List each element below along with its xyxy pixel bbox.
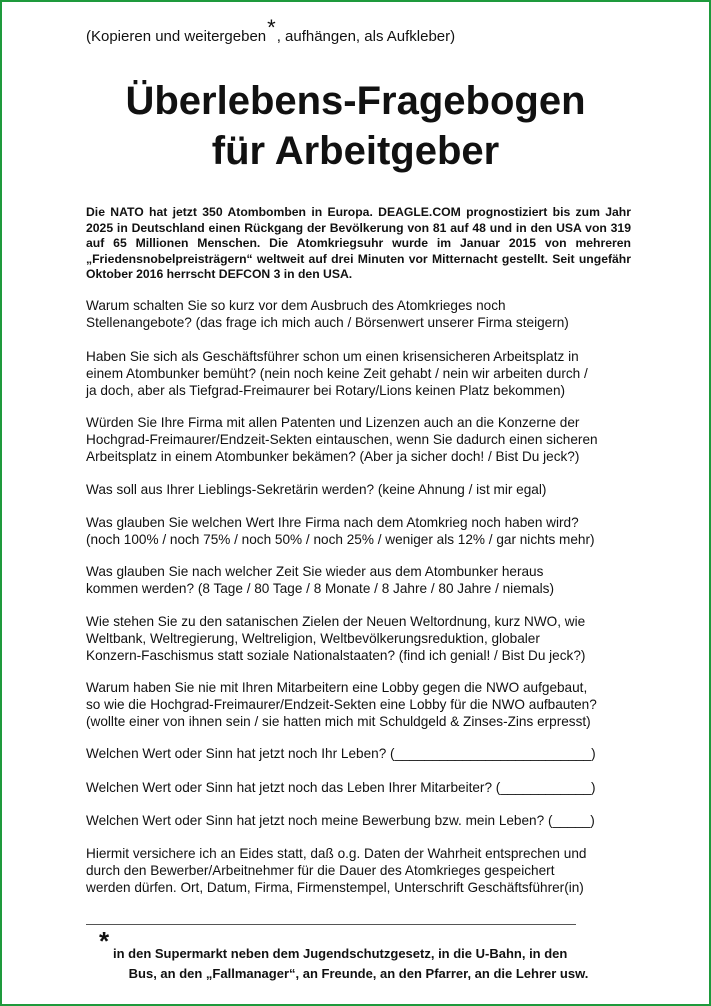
copy-note-text-end: , aufhängen, als Aufkleber) xyxy=(276,28,456,45)
question-7 xyxy=(86,613,646,664)
question-text: Was glauben Sie nach welcher Zeit Sie wieder aus dem Atombunker heraus xyxy=(86,564,544,579)
question-2 xyxy=(86,348,646,399)
question-text: Weltbank, Weltregierung, Weltreligion, Weltbevölkerungsreduktion, globaler xyxy=(86,631,540,646)
question-text: Welchen Wert oder Sinn hat jetzt noch das Leben Ihrer Mitarbeiter? (____________) xyxy=(86,780,596,795)
intro-text: USA von 319 auf 65 Millionen Menschen. Die Atomkriegsuhr wurde im Januar 2015 xyxy=(86,220,631,250)
question-3 xyxy=(86,414,646,465)
question-text: Was soll aus Ihrer Lieblings-Sekretärin werden? (keine Ahnung / ist mir egal) xyxy=(86,482,547,497)
question-text: so wie die Hochgrad-Freimaurer/Endzeit-Sekten eine Lobby für die NWO aufbauten? xyxy=(86,697,597,712)
declaration-text: Hiermit versichere ich an Eides statt, daß o.g. Daten der Wahrheit entsprechen und xyxy=(86,846,587,861)
declaration-text: durch den Bewerber/Arbeitnehmer für die Dauer des Atomkrieges gespeichert xyxy=(86,863,555,878)
copy-note-text: (Kopieren und weitergeben xyxy=(86,28,267,45)
footnote-star: * xyxy=(99,926,110,956)
question-text: Welchen Wert oder Sinn hat jetzt noch meine Bewerbung bzw. mein Leben? (_____) xyxy=(86,813,595,828)
question-text: Welchen Wert oder Sinn hat jetzt noch Ihr Leben? (__________________________) xyxy=(86,746,596,761)
question-text: Haben Sie sich als Geschäftsführer schon um einen krisensicheren Arbeitsplatz in xyxy=(86,349,579,364)
intro-text: gestellt. Seit ungefähr Oktober 2016 herrscht DEFCON 3 in den USA. xyxy=(86,251,631,281)
intro-paragraph xyxy=(86,205,631,283)
question-6 xyxy=(86,563,646,597)
question-10 xyxy=(86,779,646,796)
question-text: Wie stehen Sie zu den satanischen Zielen der Neuen Weltordnung, kurz NWO, wie xyxy=(86,614,586,629)
page-title-line-2: für Arbeitgeber xyxy=(211,129,500,173)
intro-text: von mehreren „Friedensnobelpreisträgern“ weltweit auf drei Minuten vor Mitternacht xyxy=(86,236,631,266)
question-text: (noch 100% / noch 75% / noch 50% / noch 25% / weniger als 12% / gar nichts mehr) xyxy=(86,532,595,547)
question-text: Konzern-Faschismus statt soziale Nationalstaaten? (find ich genial! / Bist Du jeck?) xyxy=(86,648,586,663)
question-text: (wollte einer von ihnen sein / sie hatten mich mit Schuldgeld & Zinses-Zins erpresst) xyxy=(86,714,591,729)
question-9 xyxy=(86,745,646,762)
question-text: ja doch, aber als Tiefgrad-Freimaurer bei Rotary/Lions keinen Platz bekommen) xyxy=(86,383,566,398)
footnote-line-1: in den Supermarkt neben dem Jugendschutzgesetz, in die U-Bahn, in den xyxy=(113,946,568,961)
intro-text: Die NATO hat jetzt 350 Atombomben in Europa. DEAGLE.COM prognostiziert bis zum xyxy=(86,205,600,219)
question-11 xyxy=(86,812,646,829)
footnote-marker: * xyxy=(267,15,276,40)
question-text: einem Atombunker bemüht? (nein noch keine Zeit gehabt / nein wir arbeiten durch / xyxy=(86,366,588,381)
question-text: Warum schalten Sie so kurz vor dem Ausbruch des Atomkrieges noch xyxy=(86,298,506,313)
footnote-line-2: Bus, an den „Fallmanager“, an Freunde, an den Pfarrer, an die Lehrer usw. xyxy=(128,966,589,981)
footnote-divider xyxy=(86,924,576,925)
question-text: Würden Sie Ihre Firma mit allen Patenten und Lizenzen auch an die Konzerne der xyxy=(86,415,580,430)
copy-note xyxy=(86,15,456,47)
question-8 xyxy=(86,679,646,730)
declaration-paragraph xyxy=(86,845,646,896)
question-text: Was glauben Sie welchen Wert Ihre Firma nach dem Atomkrieg noch haben wird? xyxy=(86,515,579,530)
declaration-text: werden dürfen. Ort, Datum, Firma, Firmenstempel, Unterschrift Geschäftsführer(in) xyxy=(86,880,584,895)
question-4 xyxy=(86,481,646,498)
question-text: Hochgrad-Freimaurer/Endzeit-Sekten eintauschen, wenn Sie dadurch einen sicheren xyxy=(86,432,598,447)
page-title-line-1: Überlebens-Fragebogen xyxy=(125,79,586,123)
question-text: Warum haben Sie nie mit Ihren Mitarbeitern eine Lobby gegen die NWO aufgebaut, xyxy=(86,680,588,695)
question-text: Stellenangebote? (das frage ich mich auch / Börsenwert unserer Firma steigern) xyxy=(86,315,569,330)
question-text: kommen werden? (8 Tage / 80 Tage / 8 Monate / 8 Jahre / 80 Jahre / niemals) xyxy=(86,581,554,596)
question-1 xyxy=(86,297,646,331)
question-5 xyxy=(86,514,646,548)
intro-text: Jahr 2025 in Deutschland einen Rückgang der Bevölkerung von 81 auf 48 und in den xyxy=(86,205,631,235)
question-text: Arbeitsplatz in einem Atombunker bekämen? (Aber ja sicher doch! / Bist Du jeck?) xyxy=(86,449,580,464)
